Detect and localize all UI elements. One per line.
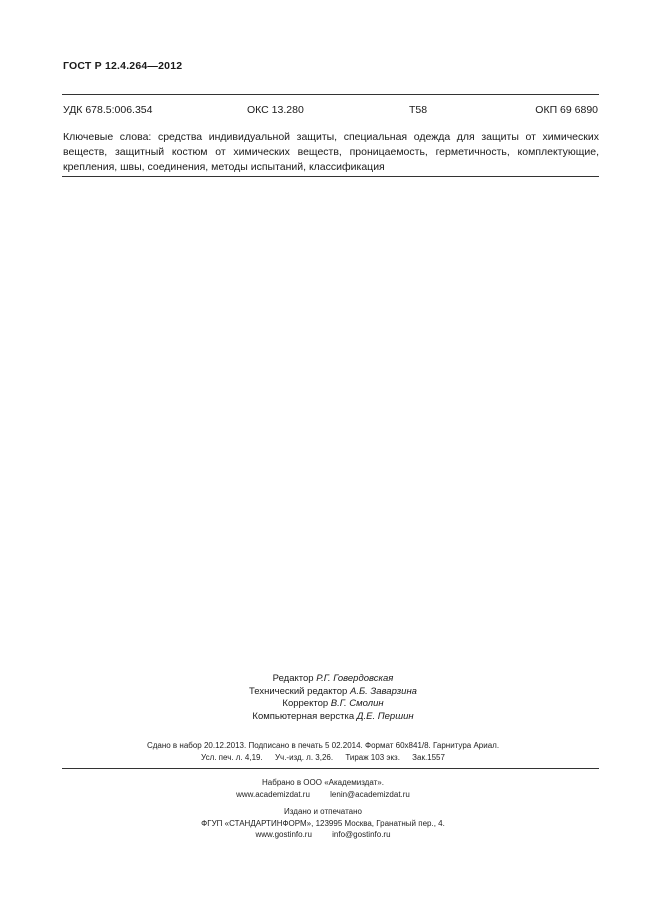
- divider-keywords: [62, 176, 599, 177]
- credits-block: [0, 673, 646, 723]
- gostinfo-email: info@gostinfo.ru: [332, 830, 391, 839]
- divider-bottom: [62, 768, 599, 769]
- t-code: Т58: [409, 104, 428, 116]
- udk-code: УДК 678.5:006.354: [63, 104, 153, 116]
- credit-tech-editor: Технический редактор А.Б. Заварзина: [249, 685, 417, 697]
- publisher-block: [0, 777, 646, 841]
- publisher-address: ФГУП «СТАНДАРТИНФОРМ», 123995 Москва, Гранатный пер., 4.: [201, 818, 445, 828]
- credit-layout: Компьютерная верстка Д.Е. Першин: [252, 710, 414, 722]
- typeset-note: Набрано в ООО «Академиздат».: [262, 778, 384, 787]
- academizdat-contacts: [0, 789, 646, 801]
- credit-corrector: Корректор В.Г. Смолин: [282, 698, 384, 709]
- document-number: ГОСТ Р 12.4.264—2012: [63, 60, 183, 72]
- print-info-line1: Сдано в набор 20.12.2013. Подписано в печать 5 02.2014. Формат 60х841/8. Гарнитура Ариал.: [146, 741, 500, 750]
- credit-editor: Редактор Р.Г. Говердовская: [272, 673, 394, 684]
- oks-code: ОКС 13.280: [247, 104, 304, 116]
- printed-note: Издано и отпечатано: [284, 807, 362, 816]
- academizdat-email: lenin@academizdat.ru: [330, 789, 410, 799]
- gostinfo-site: www.gostinfo.ru: [255, 830, 312, 839]
- keywords-paragraph: Ключевые слова: средства индивидуальной защиты, специальная одежда для защиты от химических веществ, защитный костюм от химических веществ, проницаемость, герметичность, комплектующие, крепления, швы, соединения, методы испытаний, классификация: [63, 131, 599, 173]
- print-info: [0, 740, 646, 764]
- print-info-line2: Усл. печ. л. 4,19. Уч.-изд. л. 3,26. Тираж 103 экз. Зак.1557: [201, 753, 445, 762]
- classification-row: [63, 104, 598, 118]
- divider-top: [62, 94, 599, 95]
- okp-code: ОКП 69 6890: [535, 104, 598, 116]
- academizdat-site: www.academizdat.ru: [236, 789, 310, 799]
- gostinfo-contacts: [0, 829, 646, 841]
